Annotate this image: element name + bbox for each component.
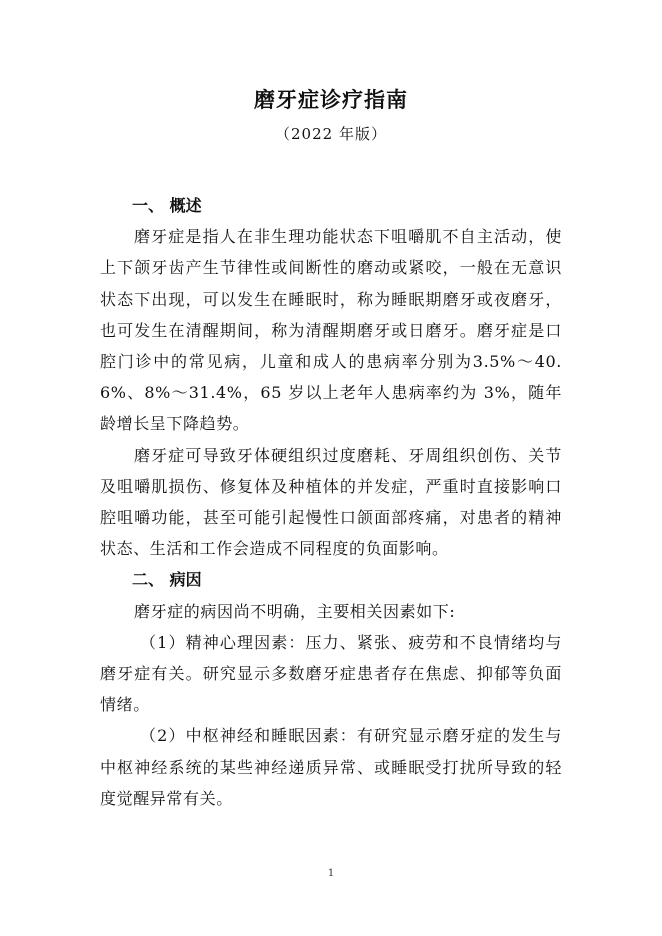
section-heading-etiology: 二、 病因 (132, 570, 202, 590)
document-title: 磨牙症诊疗指南 (254, 88, 408, 112)
section-heading-overview: 一、 概述 (132, 196, 202, 215)
document-subtitle: （2022 年版） (275, 125, 387, 143)
etiology-item-1: （1）精神心理因素：压力、紧张、疲劳和不良情绪均与磨牙症有关。研究显示多数磨牙症患者存在焦虑、抑郁等负面情绪。 (100, 632, 562, 715)
etiology-intro: 磨牙症的病因尚不明确，主要相关因素如下: (134, 601, 456, 621)
etiology-item-2: （2）中枢神经和睡眠因素：有研究显示磨牙症的发生与中枢神经系统的某些神经递质异常、或睡眠受打扰所导致的轻度觉醒异常有关。 (100, 726, 562, 808)
document-body (100, 190, 562, 814)
overview-paragraph-1: 磨牙症是指人在非生理功能状态下咀嚼肌不自主活动，使上下颌牙齿产生节律性或间断性的磨动或紧咬，一般在无意识状态下出现，可以发生在睡眠时，称为睡眠期磨牙或夜磨牙，也可发生在清醒期间，称为清醒期磨牙或日磨牙。磨牙症是口腔门诊中的常见病，儿童和成人的患病率分别为3.5%～40.6%、8%～31.4%，65 岁以上老年人患病率约为 3%，随年龄增长呈下降趋势。 (100, 227, 562, 434)
page-number: 1 (327, 868, 335, 879)
overview-paragraph-2: 磨牙症可导致牙体硬组织过度磨耗、牙周组织创伤、关节及咀嚼肌损伤、修复体及种植体的并发症，严重时直接影响口腔咀嚼功能，甚至可能引起慢性口颌面部疼痛，对患者的精神状态、生活和工作会造成不同程度的负面影响。 (100, 445, 562, 559)
